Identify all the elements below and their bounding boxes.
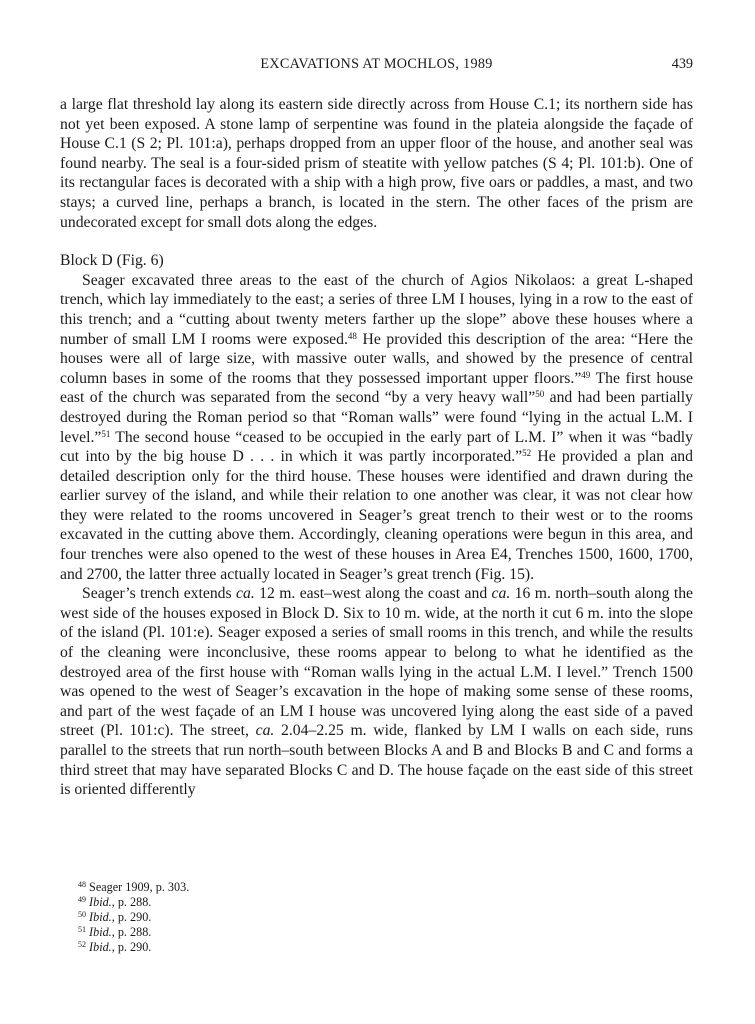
italic-ca: ca. [491,585,511,603]
text-run: Seager’s trench extends [82,585,237,603]
text-run: Seager excavated three areas to the east of the church of Agios Nikolaos: a great L-shaped trench, which lay immediately to the east; a series of three LM I houses, lying in a row to the east of this trench; and a “cutting about twenty meters farther up the slope” above these houses where a number of small LM I rooms were exposed. [60,271,693,348]
footnote-ref-50[interactable]: 50 [535,389,545,400]
paragraph-3 [60,584,693,800]
footnote-50 [60,910,460,925]
footnote-text: , p. 290. [111,910,152,924]
footnote-number: 50 [78,910,86,919]
footnote-number: 51 [78,925,86,934]
footnote-ibid: Ibid. [89,940,112,954]
paragraph-2 [60,271,693,585]
section-gap [60,232,693,251]
text-run: He provided a plan and detailed description only for the third house. These houses were identified and drawn during the earlier survey of the island, and while their relation to one another was clear, it was not clear how they were related to the rooms uncovered in Seager’s great trench to their west or to the rooms excavated in the cutting above them. Accordingly, cleaning operations were begun in this area, and four trenches were also opened to the west of these houses in Area E4, Trenches 1500, 1600, 1700, and 2700, the latter three actually located in Seager’s great trench (Fig. 15). [60,448,693,583]
footnote-text: Seager 1909, p. 303. [89,880,190,894]
footnote-ibid: Ibid. [89,895,112,909]
footnote-ref-49[interactable]: 49 [581,369,591,380]
text-run: and had been partially destroyed during the Roman period so that “Roman walls” were found “lying in the actual L.M. I level.” [60,389,693,446]
page-header [60,56,693,78]
paragraph-1: a large flat threshold lay along its eastern side directly across from House C.1; its northern side has not yet been exposed. A stone lamp of serpentine was found in the plateia alongside the façade of House C.1 (S 2; Pl. 101:a), perhaps dropped from an upper floor of the house, and another seal was found nearby. The seal is a four-sided prism of steatite with yellow patches (S 4; Pl. 101:b). One of its rectangular faces is decorated with a ship with a high prow, five oars or paddles, a mast, and two stays; a curved line, perhaps a branch, is located in the stern. The other faces of the prism are undecorated except for small dots along the edges. [60,96,693,231]
main-text [60,95,693,800]
section-heading: Block D (Fig. 6) [60,252,164,270]
footnote-ref-51[interactable]: 51 [101,428,111,439]
footnote-text: , p. 288. [111,895,152,909]
page-number: 439 [671,56,693,72]
footnote-number: 52 [78,940,86,949]
footnote-48 [60,880,460,895]
footnote-ref-52[interactable]: 52 [522,448,532,459]
text-run: 16 m. north–south along the west side of the houses exposed in Block D. Six to 10 m. wide, at the north it cut 6 m. into the slope of the island (Pl. 101:e). Seager exposed a series of small rooms in this trench, and while the results of the cleaning were inconclusive, these rooms appear to belong to what he identified as the destroyed area of the first house with “Roman walls lying in the actual L.M. I level.” Trench 1500 was opened to the west of Seager’s excavation in the hope of making some sense of these rooms, and part of the west façade of an LM I house was uncovered lying along the east side of a paved street (Pl. 101:c). The street, [60,585,693,740]
text-run: 2.04–2.25 m. wide, flanked by LM I walls on each side, runs parallel to the streets that run north–south between Blocks A and B and Blocks B and C and forms a third street that may have separated Blocks C and D. The house façade on the east side of this street is oriented differently [60,722,694,799]
italic-ca: ca. [236,585,255,603]
running-title: EXCAVATIONS AT MOCHLOS, 1989 [260,56,493,72]
footnote-49 [60,895,460,910]
footnote-text: , p. 290. [111,940,152,954]
footnotes [60,880,460,955]
italic-ca: ca. [255,722,275,740]
footnote-ibid: Ibid. [89,910,112,924]
footnote-ibid: Ibid. [89,925,112,939]
footnote-51 [60,925,460,940]
footnote-text: , p. 288. [111,925,152,939]
footnote-52 [60,940,460,955]
text-run: 12 m. east–west along the coast and [254,585,492,603]
footnote-ref-48[interactable]: 48 [347,330,357,341]
footnote-number: 48 [78,880,86,889]
text-run: The first house east of the church was separated from the second “by a very heavy wall” [60,369,693,407]
text-run: The second house “ceased to be occupied in the early part of L.M. I” when it was “badly cut into by the big house D . . . in which it was partly incorporated.” [60,428,693,466]
footnote-number: 49 [78,895,86,904]
text-run: He provided this description of the area: “Here the houses were all of large size, with massive outer walls, and showed by the presence of central column bases in some of the rooms that they possessed important upper floors.” [60,330,693,387]
